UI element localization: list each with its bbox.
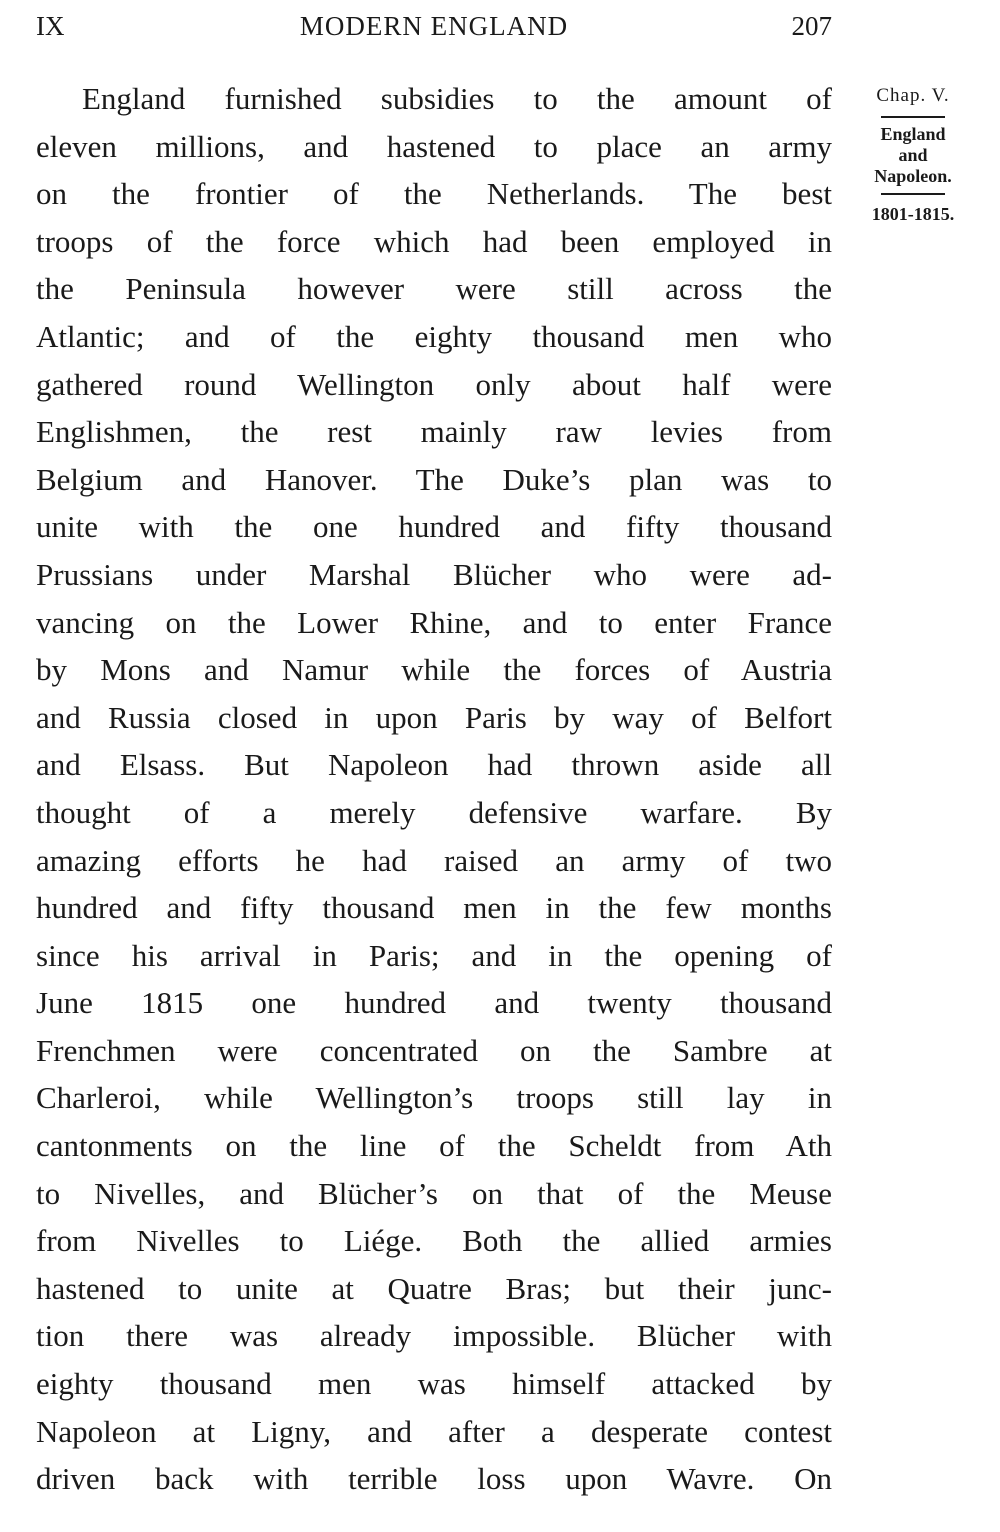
text-line: amazing efforts he had raised an army of two: [36, 842, 832, 878]
text-line: Napoleon at Ligny, and after a desperate contest: [36, 1413, 832, 1449]
margin-divider: [881, 193, 945, 195]
page-number: 207: [791, 11, 832, 41]
text-line: Prussians under Marshal Blücher who were ad-: [36, 556, 832, 592]
text-line: since his arrival in Paris; and in the opening of: [36, 937, 832, 973]
text-line: gathered round Wellington only about half were: [36, 366, 832, 402]
text-line: to Nivelles, and Blücher’s on that of the Meuse: [36, 1175, 832, 1211]
margin-topic-line: Napoleon.: [874, 166, 952, 186]
text-line: from Nivelles to Liége. Both the allied armies: [36, 1223, 832, 1259]
text-line: and Elsass. But Napoleon had thrown aside all: [36, 747, 832, 783]
text-line: cantonments on the line of the Scheldt from Ath: [36, 1128, 832, 1164]
text-line: England furnished subsidies to the amount of: [82, 81, 832, 116]
body-text: [36, 75, 832, 1503]
text-line: Belgium and Hanover. The Duke’s plan was to: [36, 461, 832, 497]
text-line: driven back with terrible loss upon Wavre. On: [36, 1461, 832, 1497]
text-line: Frenchmen were concentrated on the Sambre at: [36, 1032, 832, 1068]
margin-chapter-label: Chap. V.: [876, 85, 950, 106]
margin-note: [848, 82, 978, 227]
text-line: by Mons and Namur while the forces of Austria: [36, 652, 832, 688]
text-line: Charleroi, while Wellington’s troops still lay in: [36, 1080, 832, 1116]
text-line: unite with the one hundred and fifty thousand: [36, 509, 832, 545]
text-line: June 1815 one hundred and twenty thousand: [36, 985, 832, 1021]
margin-divider: [881, 116, 945, 118]
text-line: on the frontier of the Netherlands. The best: [36, 176, 832, 212]
text-line: hundred and fifty thousand men in the few months: [36, 890, 832, 926]
text-line: and Russia closed in upon Paris by way of Belfort: [36, 699, 832, 735]
text-line: eighty thousand men was himself attacked by: [36, 1366, 832, 1402]
text-line: hastened to unite at Quatre Bras; but their junc-: [36, 1270, 832, 1306]
running-title: MODERN ENGLAND: [299, 11, 569, 41]
text-line: vancing on the Lower Rhine, and to enter France: [36, 604, 832, 640]
text-line: tion there was already impossible. Blücher with: [36, 1318, 832, 1354]
chapter-roman-numeral: IX: [36, 11, 65, 41]
margin-topic-line: England: [880, 124, 946, 144]
text-line: Atlantic; and of the eighty thousand men who: [36, 318, 832, 354]
margin-topic-line: and: [898, 145, 928, 165]
text-line: troops of the force which had been employed in: [36, 223, 832, 259]
text-line: eleven millions, and hastened to place an army: [36, 128, 832, 164]
running-header: [36, 6, 832, 46]
text-line: Englishmen, the rest mainly raw levies from: [36, 414, 832, 450]
text-line: the Peninsula however were still across the: [36, 271, 832, 307]
text-line: thought of a merely defensive warfare. By: [36, 794, 832, 830]
margin-dates: 1801-1815.: [871, 204, 955, 224]
